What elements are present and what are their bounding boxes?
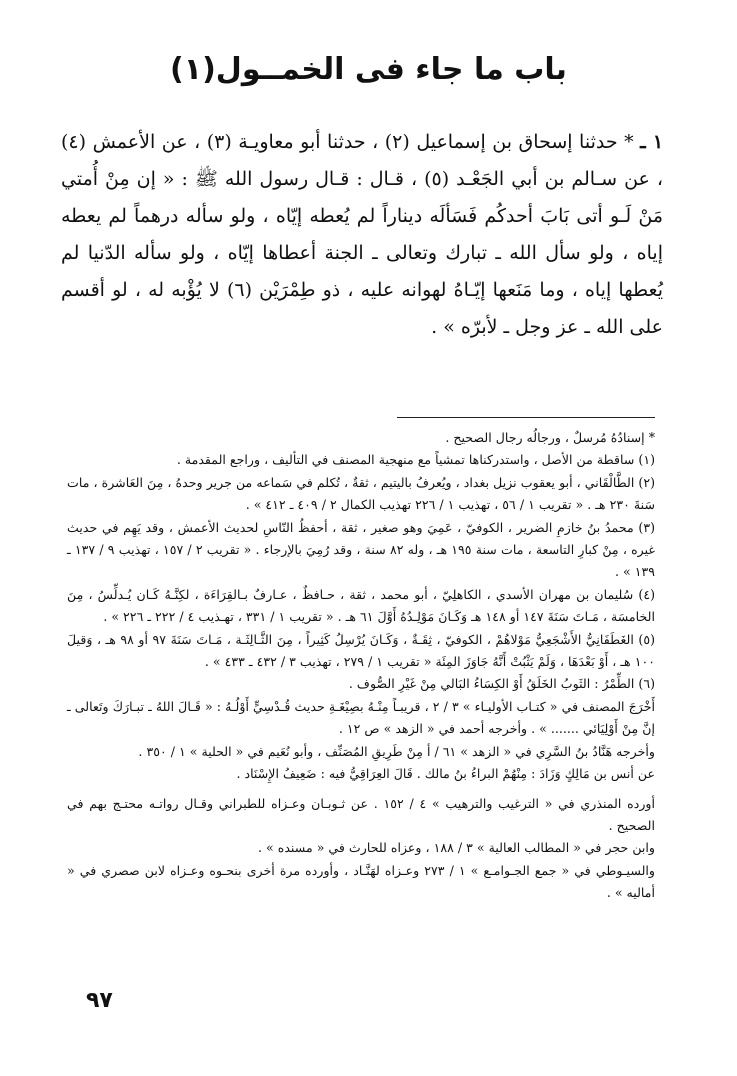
hadith-text: * حدثنا إسحاق بن إسماعيل (٢) ، حدثنا أبو معاويـة (٣) ، عن الأعمش (٤) ، عن سـالم بن أبي الجَعْـد (٥) ، قـال : قـال رسول الله ﷺ : « إن مِنْ أُمتي مَنْ لَـو أتى بَابَ أحدكُم فَسَألَه ديناراً لم يُعطه إيّاه ، ولو سأله درهماً لم يعطه إياه ، ولو سأل الله ـ تبارك وتعالى ـ الجنة أعطاها إيّاه ، ولو سأله الدّنيا لم يُعطها إياه ، وما مَنَعها إيّـاهُ لهوانه عليه ، ذو طِمْرَيْن (٦) لا يُؤْبه له ، لو أقسم على الله ـ عز وجل ـ لأبرّه » . [61, 131, 664, 338]
chapter-title: باب ما جاء فى الخمــول(١) [170, 52, 567, 87]
footnote-isnad: * إسنادُهُ مُرسلٌ ، ورجالُه رجال الصحيح . [445, 430, 655, 445]
page-number: ٩٧ [86, 988, 113, 1013]
takhrij-line: أَخْرَجَ المصنف في « كتـاب الأوليـاء » ٣ / ٢ ، قريبـاً مِنْـهُ بصِيْغَـةِ حديث قُـدْسِيٍّ أَوْلُـهُ : « قَـالَ اللهُ ـ تبـارَكَ وتَعالى ـ إنَّ مِنْ أَوْلِيَائي ....... » . وأخرجه أحمد في « الزهد » ص ١٢ . [67, 698, 655, 737]
footnotes [67, 427, 655, 905]
footnote-separator [397, 417, 655, 418]
hadith-body [61, 124, 663, 346]
footnote-5: (٥) الغَطَفَانِيُّ الأَشْجَعِيُّ مَوْلاهُمْ ، الكوفيّ ، ثِقَـةٌ ، وَكَـانَ يُرْسِلُ كَثِيراً ، مِنَ الثَّـالِثَـة ، مَـاتَ سَنَةَ ٩٧ أو ٩٨ هـ ، وَقيلَ ١٠٠ هـ ، أَوْ بَعْدَهَا ، وَلَمْ يَثْبُتْ أَنَّهُ جَاوَزَ المِئَة « تقريب ١ / ٢٧٩ ، تهذيب ٣ / ٤٣٢ ـ ٤٣٣ » . [67, 631, 655, 670]
hadith-number: ١ ـ [640, 131, 664, 153]
hadith-paragraph [61, 124, 663, 346]
takhrij-line: والسيـوطي في « جمع الجـوامـع » ١ / ٢٧٣ وعـزاه لهَنَّـاد ، وأورده مرة أخرى بنحـوه وعـزاه لابن صصري في « أماليه » . [67, 862, 656, 901]
takhrij-line: وابن حجر في « المطالب العالية » ٣ / ١٨٨ ، وعزاه للحارث في « مسنده » . [258, 840, 655, 856]
footnote-2: (٢) الطَّالْقَاني ، أبو يعقوب نزيل بغداد ، ويُعرفُ باليتيم ، ثقةٌ ، تُكلم في سَماعه من جرير وحدهُ ، مِنَ العَاشرة ، مات سَنةَ ٢٣٠ هـ . « تقريب ١ / ٥٦ ، تهذيب ١ / ٢٢٦ تهذيب الكمال ٢ / ٤٠٩ ـ ٤١٢ » . [67, 474, 655, 513]
takhrij-line: عن أنس بن مَالِكٍ وَزَادَ : مِنْهُمْ البراءُ بنُ مالك . قَالَ العِرَاقِيُّ فيه : ضَعِيفُ الإِسْنَاد . [236, 766, 655, 782]
footnote-6: (٦) الطِّمْرُ : الثَوبُ الخَلَقُ أَوْ الكِسَاءُ البَالي مِنْ غَيْرِ الصُّوف . [348, 676, 655, 692]
footnote-4: (٤) سُليمان بن مهران الأسدي ، الكاهلِيّ ، أبو محمد ، ثقة ، حـافظٌ ، عـارفٌ بـالقِرَاءَة ، لكِنَّـهُ كَـان يُـدلِّسُ ، مِنَ الخامسَة ، مَـاتَ سَنَةَ ١٤٧ أو ١٤٨ هـ وَكَـانَ مَوْلِـدُهُ أَوَّلَ ٦١ هـ . « تقريب ١ / ٣٣١ ، تهـذيب ٤ / ٢٢٢ ـ ٢٢٦ » . [67, 586, 655, 625]
footnote-1: (١) ساقطة من الأصل ، واستدركناها تمشياً مع منهجية المصنف في التأليف ، وراجع المقدمة . [176, 452, 655, 468]
footnote-3: (٣) محمدُ بنُ خازمِ الضرير ، الكوفيّ ، عَمِيَ وهو صغير ، ثقة ، أحفظُ النّاسِ لحديث الأعمش ، وقد يَهِم في حديث غيره ، مِنْ كبارِ التاسعة ، مات سنة ١٩٥ هـ ، وله ٨٢ سنة ، وقد رُمِيَ بالإرجاء . « تقريب ٢ / ١٥٧ ، تهذيب ٩ / ١٣٧ ـ ١٣٩ » . [67, 519, 655, 580]
takhrij-line: وأخرجه هَنَّادُ بنُ السَّرِي في « الزهد » ٦١ / أ مِنْ طَرِيقِ المُصَنِّف ، وأبو نُعَيم في « الحلية » ١ / ٣٥٠ . [138, 743, 655, 759]
takhrij-line: أورده المنذري في « الترغيب والترهيب » ٤ / ١٥٢ . عن ثـوبـان وعـزاه للطبراني وقـال رواتـه محتـج بهم في الصحيح . [67, 795, 655, 833]
